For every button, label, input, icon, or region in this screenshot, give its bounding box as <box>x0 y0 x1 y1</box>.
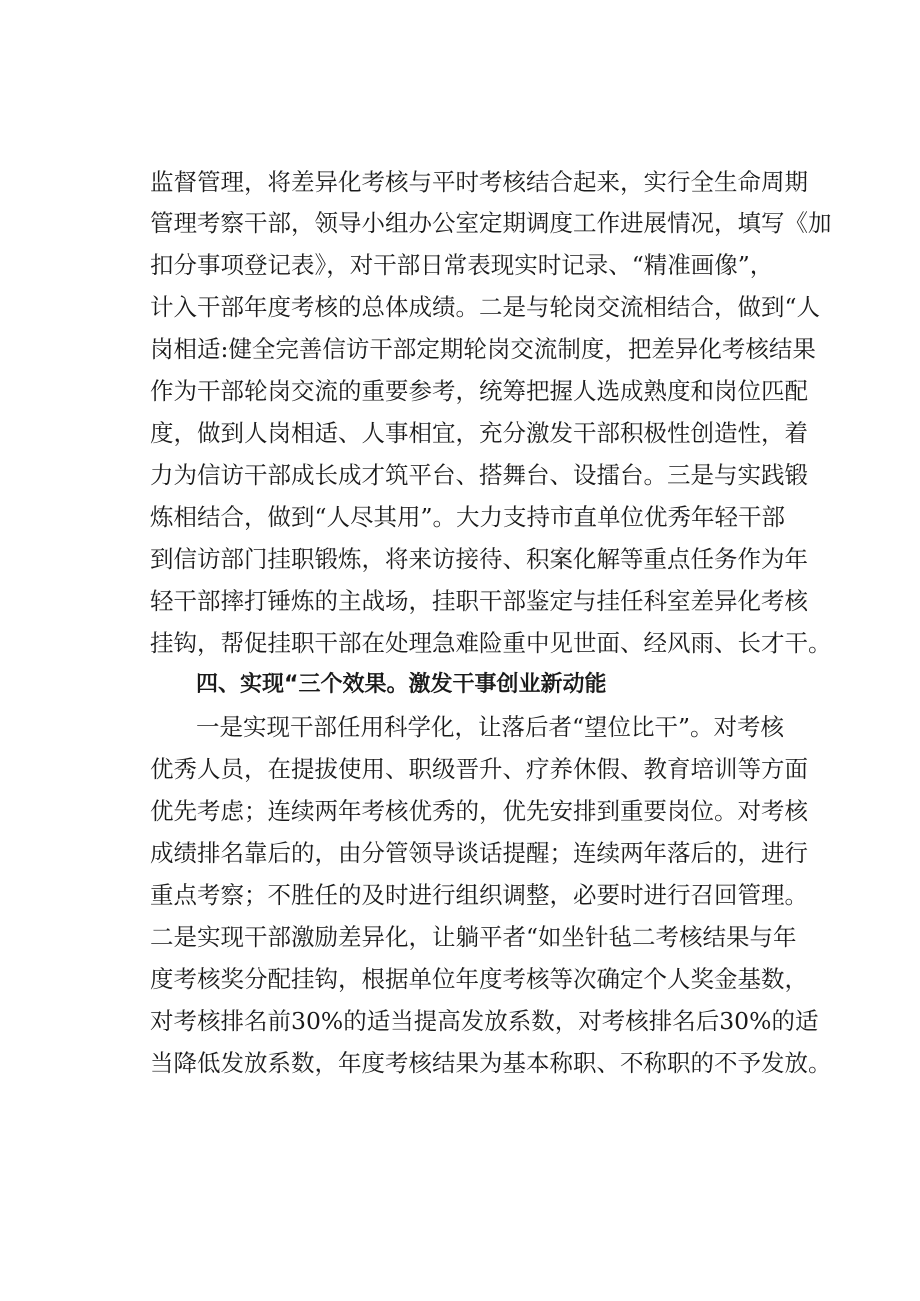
paragraph-line: 优先考虑；连续两年考核优秀的，优先安排到重要岗位。对考核 <box>150 797 808 825</box>
paragraph-line: 岗相适:健全完善信访干部定期轮岗交流制度，把差异化考核结果 <box>150 335 816 363</box>
paragraph-line: 度，做到人岗相适、人事相宜，充分激发干部积极性创造性，着 <box>150 419 808 447</box>
paragraph-line: 管理考察干部，领导小组办公室定期调度工作进展情况，填写《加 <box>150 209 832 237</box>
paragraph-line: 当降低发放系数，年度考核结果为基本称职、不称职的不予发放。 <box>150 1049 832 1077</box>
section-heading: 四、实现“三个效果。激发干事创业新动能 <box>196 672 607 697</box>
paragraph-line: 一是实现干部任用科学化，让落后者“望位比干”。对考核 <box>196 713 785 741</box>
paragraph-line: 对考核排名前30%的适当提高发放系数，对考核排名后30%的适 <box>150 1007 819 1035</box>
paragraph-line: 挂钩，帮促挂职干部在处理急难险重中见世面、经风雨、长才干。 <box>150 629 832 657</box>
paragraph-line: 轻干部摔打锤炼的主战场，挂职干部鉴定与挂任科室差异化考核 <box>150 587 808 615</box>
paragraph-line: 到信访部门挂职锻炼，将来访接待、积案化解等重点任务作为年 <box>150 545 808 573</box>
paragraph-line: 力为信访干部成长成才筑平台、搭舞台、设擂台。三是与实践锻 <box>150 461 808 489</box>
paragraph-line: 成绩排名靠后的，由分管领导谈话提醒；连续两年落后的，进行 <box>150 839 808 867</box>
paragraph-line: 扣分事项登记表》，对干部日常表现实时记录、“精准画像”， <box>150 251 774 279</box>
paragraph-line: 优秀人员，在提拔使用、职级晋升、疗养休假、教育培训等方面 <box>150 755 808 783</box>
paragraph-line: 监督管理，将差异化考核与平时考核结合起来，实行全生命周期 <box>150 168 808 196</box>
paragraph-line: 计入干部年度考核的总体成绩。二是与轮岗交流相结合，做到“人 <box>150 293 821 321</box>
paragraph-line: 作为干部轮岗交流的重要参考，统筹把握人选成熟度和岗位匹配 <box>150 377 808 405</box>
paragraph-line: 二是实现干部激励差异化，让躺平者“如坐针毡二考核结果与年 <box>150 923 797 951</box>
paragraph-line: 度考核奖分配挂钩，根据单位年度考核等次确定个人奖金基数， <box>150 965 808 993</box>
paragraph-line: 炼相结合，做到“人尽其用”。大力支持市直单位优秀年轻干部 <box>150 503 786 531</box>
paragraph-line: 重点考察；不胜任的及时进行组织调整，必要时进行召回管理。 <box>150 881 808 909</box>
